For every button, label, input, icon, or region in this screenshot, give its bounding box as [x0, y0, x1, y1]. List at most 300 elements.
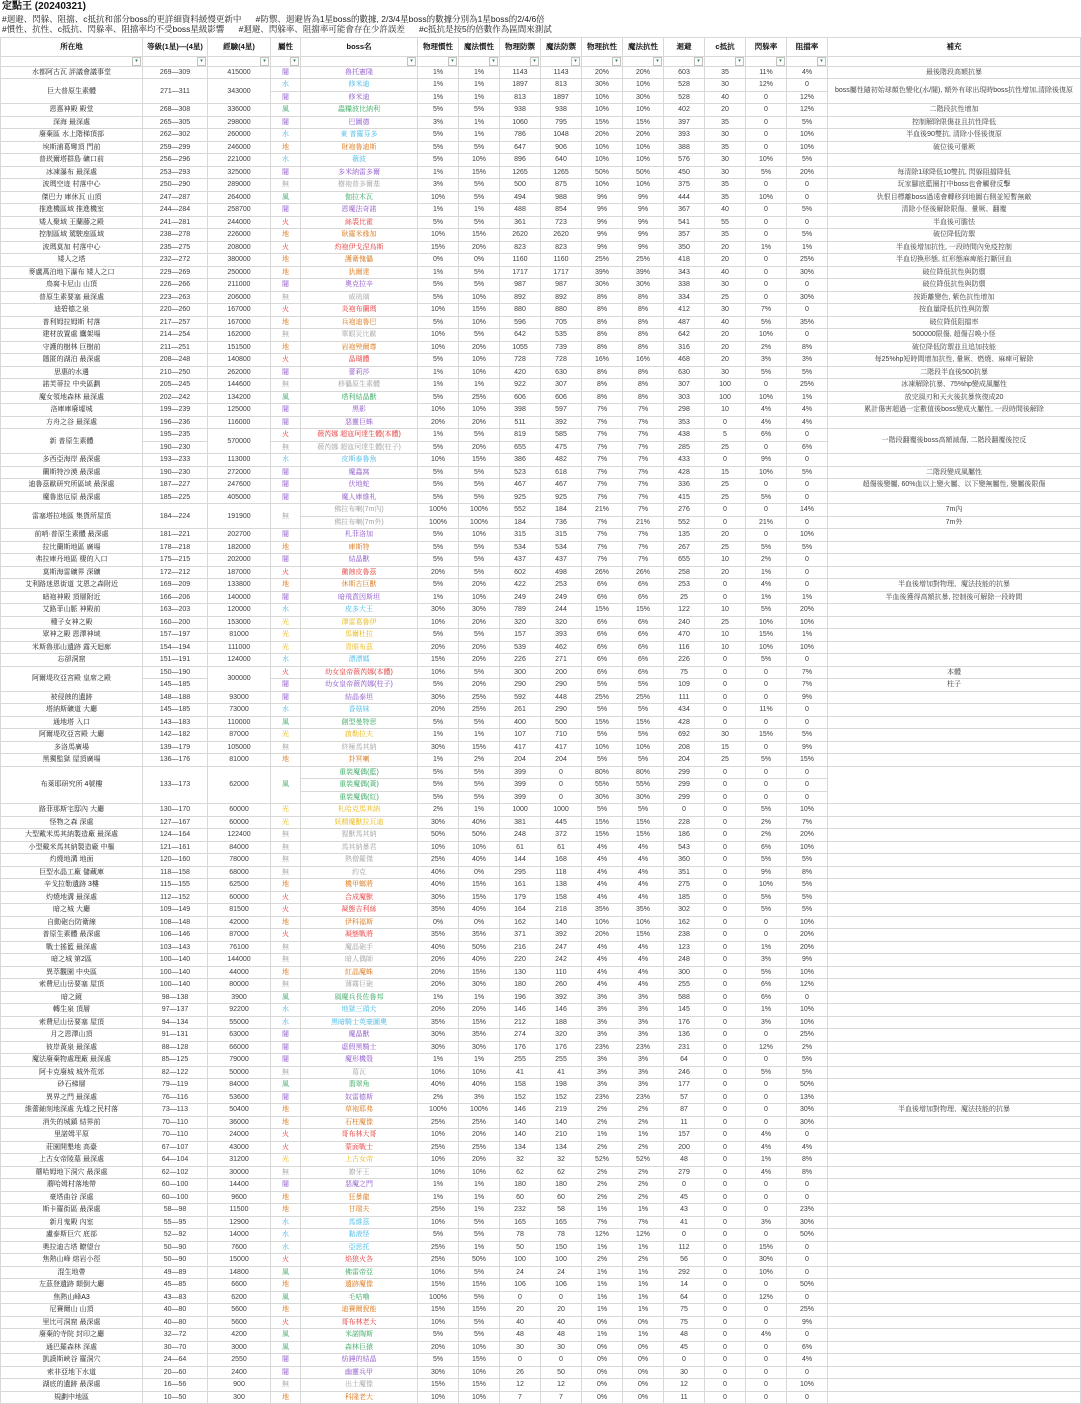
cell-stat-phys-def[interactable]: 371: [500, 929, 541, 942]
cell-location[interactable]: 米斯魯那山遺跡 露天迴廊: [1, 641, 143, 654]
cell-stat-magic-inertia[interactable]: 20%: [459, 1154, 500, 1167]
cell-boss-name[interactable]: 迪賽爾猊能: [301, 1304, 418, 1317]
cell-stat-magic-res[interactable]: 0%: [623, 1316, 664, 1329]
cell-stat-block-rate[interactable]: 0: [787, 1366, 828, 1379]
cell-stat-phys-res[interactable]: 10%: [582, 104, 623, 117]
cell-stat-magic-inertia[interactable]: 5%: [459, 479, 500, 492]
cell-stat-magic-def[interactable]: 0: [541, 791, 582, 804]
cell-stat-magic-inertia[interactable]: 1%: [459, 379, 500, 392]
cell-stat-block-rate[interactable]: 4%: [787, 416, 828, 429]
cell-stat-magic-res[interactable]: 6%: [623, 666, 664, 679]
cell-stat-phys-res[interactable]: 15%: [582, 816, 623, 829]
cell-stat-magic-def[interactable]: 60: [541, 1191, 582, 1204]
cell-stat-phys-res[interactable]: 5%: [582, 804, 623, 817]
cell-stat-magic-def[interactable]: 585: [541, 429, 582, 442]
cell-stat-dodge-rate[interactable]: 0: [746, 104, 787, 117]
cell-exp[interactable]: 202000: [208, 554, 271, 567]
cell-stat-magic-res[interactable]: 9%: [623, 216, 664, 229]
cell-exp[interactable]: 43000: [208, 1141, 271, 1154]
column-header-phys-inertia[interactable]: 物理慣性: [418, 37, 459, 56]
cell-stat-phys-inertia[interactable]: 1%: [418, 591, 459, 604]
cell-stat-magic-res[interactable]: 3%: [623, 1066, 664, 1079]
cell-element[interactable]: 水: [271, 79, 301, 92]
cell-stat-evasion[interactable]: 307: [664, 379, 705, 392]
cell-boss-name[interactable]: 幽靈兵甲: [301, 1366, 418, 1379]
cell-stat-dodge-rate[interactable]: 5%: [746, 366, 787, 379]
cell-stat-c-resist[interactable]: 0: [705, 779, 746, 792]
cell-exp[interactable]: 187000: [208, 566, 271, 579]
cell-exp[interactable]: 2550: [208, 1354, 271, 1367]
cell-location[interactable]: 迪魯茲歐研究所區域 最深處: [1, 479, 143, 492]
cell-stat-magic-res[interactable]: 7%: [623, 554, 664, 567]
cell-stat-block-rate[interactable]: 0: [787, 179, 828, 192]
cell-stat-block-rate[interactable]: 5%: [787, 891, 828, 904]
cell-stat-phys-def[interactable]: 157: [500, 629, 541, 642]
cell-stat-block-rate[interactable]: 1%: [787, 629, 828, 642]
cell-stat-magic-inertia[interactable]: 15%: [459, 454, 500, 467]
cell-stat-dodge-rate[interactable]: 3%: [746, 354, 787, 367]
cell-element[interactable]: 無: [271, 291, 301, 304]
cell-stat-magic-res[interactable]: 6%: [623, 629, 664, 642]
cell-stat-phys-res[interactable]: 7%: [582, 429, 623, 442]
cell-element[interactable]: 地: [271, 254, 301, 267]
cell-stat-magic-res[interactable]: 0%: [623, 1379, 664, 1392]
cell-boss-name[interactable]: 米諾陶斯: [301, 1329, 418, 1342]
cell-stat-phys-res[interactable]: 3%: [582, 1016, 623, 1029]
cell-stat-phys-res[interactable]: 2%: [582, 1191, 623, 1204]
cell-stat-evasion[interactable]: 397: [664, 116, 705, 129]
cell-notes[interactable]: [828, 1129, 1081, 1142]
cell-stat-evasion[interactable]: 541: [664, 216, 705, 229]
cell-location[interactable]: 里諾姆平原: [1, 1129, 143, 1142]
cell-stat-c-resist[interactable]: 10: [705, 404, 746, 417]
cell-stat-magic-def[interactable]: 988: [541, 191, 582, 204]
column-header-magic-inertia[interactable]: 魔法慣性: [459, 37, 500, 56]
cell-level[interactable]: 100—140: [143, 954, 208, 967]
cell-notes[interactable]: 清除小怪後解除限傷、暈厥、翻覆: [828, 204, 1081, 217]
cell-stat-phys-inertia[interactable]: 10%: [418, 1154, 459, 1167]
cell-stat-phys-inertia[interactable]: 5%: [418, 154, 459, 167]
cell-stat-phys-res[interactable]: 7%: [582, 554, 623, 567]
cell-stat-c-resist[interactable]: 30: [705, 729, 746, 742]
cell-stat-magic-inertia[interactable]: 5%: [459, 191, 500, 204]
cell-stat-block-rate[interactable]: 13%: [787, 1091, 828, 1104]
cell-stat-phys-res[interactable]: 23%: [582, 1041, 623, 1054]
cell-location[interactable]: 新月鬼殿 內室: [1, 1216, 143, 1229]
cell-stat-phys-def[interactable]: 500: [500, 179, 541, 192]
cell-stat-phys-res[interactable]: 9%: [582, 216, 623, 229]
cell-stat-phys-inertia[interactable]: 10%: [418, 404, 459, 417]
cell-stat-magic-res[interactable]: 4%: [623, 979, 664, 992]
cell-element[interactable]: 地: [271, 316, 301, 329]
cell-location[interactable]: 魔法廢棄物處理廠 最深處: [1, 1054, 143, 1067]
cell-notes[interactable]: [828, 1341, 1081, 1354]
cell-stat-dodge-rate[interactable]: 4%: [746, 1329, 787, 1342]
cell-boss-name[interactable]: 風魔兵長佐魯邦: [301, 991, 418, 1004]
cell-element[interactable]: 地: [271, 1304, 301, 1317]
cell-stat-dodge-rate[interactable]: 0: [746, 1379, 787, 1392]
cell-element[interactable]: 風: [271, 104, 301, 117]
cell-level[interactable]: 73—113: [143, 1104, 208, 1117]
cell-location[interactable]: 凱謨斯峽谷 羅洞穴: [1, 1354, 143, 1367]
cell-stat-block-rate[interactable]: 8%: [787, 866, 828, 879]
cell-boss-name[interactable]: 庫斯特: [301, 541, 418, 554]
cell-stat-dodge-rate[interactable]: 5%: [746, 754, 787, 767]
cell-stat-phys-def[interactable]: 7: [500, 1391, 541, 1404]
cell-stat-block-rate[interactable]: 5%: [787, 229, 828, 242]
cell-location[interactable]: 轉生泉 頂層: [1, 1004, 143, 1017]
cell-stat-magic-res[interactable]: 1%: [623, 1129, 664, 1142]
cell-stat-magic-def[interactable]: 880: [541, 304, 582, 317]
cell-stat-magic-def[interactable]: 146: [541, 1004, 582, 1017]
cell-boss-name[interactable]: 東 普羅芬多: [301, 129, 418, 142]
cell-boss-name[interactable]: 薇芮娜 超寇珂達生體(柱子): [301, 441, 418, 454]
cell-location[interactable]: 戰士搖籃 最深處: [1, 941, 143, 954]
cell-stat-dodge-rate[interactable]: 6%: [746, 979, 787, 992]
cell-exp[interactable]: 31200: [208, 1154, 271, 1167]
cell-stat-phys-res[interactable]: 30%: [582, 79, 623, 92]
cell-stat-block-rate[interactable]: 0: [787, 716, 828, 729]
cell-boss-name[interactable]: 多米納雷多爾: [301, 166, 418, 179]
cell-stat-evasion[interactable]: 603: [664, 66, 705, 79]
cell-stat-dodge-rate[interactable]: 0: [746, 179, 787, 192]
cell-exp[interactable]: 81000: [208, 754, 271, 767]
cell-stat-phys-inertia[interactable]: 20%: [418, 704, 459, 717]
cell-stat-phys-inertia[interactable]: 30%: [418, 1041, 459, 1054]
cell-stat-magic-res[interactable]: 8%: [623, 391, 664, 404]
cell-stat-magic-res[interactable]: 3%: [623, 1079, 664, 1092]
cell-exp[interactable]: 5600: [208, 1304, 271, 1317]
cell-stat-evasion[interactable]: 45: [664, 1341, 705, 1354]
filter-dropdown-icon[interactable]: ▾: [260, 57, 269, 66]
cell-stat-magic-inertia[interactable]: 10%: [459, 316, 500, 329]
cell-stat-phys-res[interactable]: 25%: [582, 254, 623, 267]
cell-stat-magic-inertia[interactable]: 10%: [459, 591, 500, 604]
cell-stat-magic-inertia[interactable]: 30%: [459, 979, 500, 992]
cell-level[interactable]: 163—203: [143, 604, 208, 617]
cell-notes[interactable]: [828, 954, 1081, 967]
cell-boss-name[interactable]: 伊科福斯: [301, 916, 418, 929]
cell-stat-magic-res[interactable]: 15%: [623, 716, 664, 729]
cell-stat-evasion[interactable]: 655: [664, 554, 705, 567]
cell-stat-magic-res[interactable]: 5%: [623, 729, 664, 742]
cell-stat-phys-def[interactable]: 50: [500, 1241, 541, 1254]
cell-stat-c-resist[interactable]: 0: [705, 841, 746, 854]
cell-exp[interactable]: 63000: [208, 1029, 271, 1042]
cell-stat-c-resist[interactable]: 0: [705, 1054, 746, 1067]
cell-boss-name[interactable]: 科隆老大: [301, 1391, 418, 1404]
cell-stat-c-resist[interactable]: 0: [705, 454, 746, 467]
cell-stat-magic-def[interactable]: 1000: [541, 804, 582, 817]
cell-element[interactable]: 無: [271, 379, 301, 392]
cell-stat-phys-inertia[interactable]: 10%: [418, 616, 459, 629]
cell-stat-dodge-rate[interactable]: 1%: [746, 591, 787, 604]
cell-stat-block-rate[interactable]: 0: [787, 1391, 828, 1404]
cell-stat-phys-def[interactable]: 523: [500, 466, 541, 479]
cell-boss-name[interactable]: 馬爾杜拉: [301, 629, 418, 642]
cell-stat-phys-def[interactable]: 62: [500, 1166, 541, 1179]
cell-location[interactable]: 焦熱山峰A3: [1, 1291, 143, 1304]
cell-boss-name[interactable]: 猩獸馬其納: [301, 829, 418, 842]
cell-exp[interactable]: 122400: [208, 829, 271, 842]
cell-stat-magic-res[interactable]: 7%: [623, 1216, 664, 1229]
cell-stat-c-resist[interactable]: 35: [705, 141, 746, 154]
cell-stat-block-rate[interactable]: 0: [787, 1241, 828, 1254]
cell-stat-evasion[interactable]: 246: [664, 1066, 705, 1079]
cell-element[interactable]: 火: [271, 566, 301, 579]
cell-stat-block-rate[interactable]: 1%: [787, 391, 828, 404]
cell-stat-evasion[interactable]: 353: [664, 416, 705, 429]
cell-stat-dodge-rate[interactable]: 0: [746, 1341, 787, 1354]
cell-stat-phys-res[interactable]: 10%: [582, 154, 623, 167]
cell-stat-magic-inertia[interactable]: 10%: [459, 366, 500, 379]
cell-stat-block-rate[interactable]: 9%: [787, 741, 828, 754]
cell-exp[interactable]: 30000: [208, 1166, 271, 1179]
cell-stat-phys-def[interactable]: 417: [500, 741, 541, 754]
cell-stat-block-rate[interactable]: 9%: [787, 1316, 828, 1329]
cell-stat-magic-def[interactable]: 597: [541, 404, 582, 417]
cell-location[interactable]: 控制區域 駕駛座區域: [1, 229, 143, 242]
cell-stat-magic-inertia[interactable]: 5%: [459, 666, 500, 679]
cell-stat-dodge-rate[interactable]: 0: [746, 1279, 787, 1292]
cell-stat-block-rate[interactable]: 30%: [787, 1216, 828, 1229]
cell-level[interactable]: 52—92: [143, 1229, 208, 1242]
cell-stat-phys-inertia[interactable]: 5%: [418, 779, 459, 792]
cell-location[interactable]: 暗之城 第2區: [1, 954, 143, 967]
cell-boss-name[interactable]: 塔利結晶獸: [301, 391, 418, 404]
cell-stat-phys-def[interactable]: 226: [500, 654, 541, 667]
cell-stat-c-resist[interactable]: 0: [705, 716, 746, 729]
cell-stat-evasion[interactable]: 41: [664, 1216, 705, 1229]
cell-stat-magic-res[interactable]: 2%: [623, 1141, 664, 1154]
cell-stat-magic-res[interactable]: 6%: [623, 616, 664, 629]
cell-stat-block-rate[interactable]: 0: [787, 191, 828, 204]
cell-boss-name[interactable]: 財袍魯迪斯: [301, 141, 418, 154]
cell-stat-c-resist[interactable]: 10: [705, 629, 746, 642]
cell-notes[interactable]: [828, 1304, 1081, 1317]
cell-stat-block-rate[interactable]: 0: [787, 779, 828, 792]
cell-stat-evasion[interactable]: 576: [664, 154, 705, 167]
cell-stat-phys-def[interactable]: 539: [500, 641, 541, 654]
cell-notes[interactable]: [828, 1266, 1081, 1279]
cell-stat-phys-def[interactable]: 381: [500, 816, 541, 829]
cell-stat-evasion[interactable]: 258: [664, 566, 705, 579]
cell-stat-magic-inertia[interactable]: 25%: [459, 704, 500, 717]
cell-stat-dodge-rate[interactable]: 5%: [746, 904, 787, 917]
cell-stat-block-rate[interactable]: 5%: [787, 154, 828, 167]
cell-stat-magic-inertia[interactable]: 1%: [459, 1204, 500, 1217]
cell-exp[interactable]: 140000: [208, 591, 271, 604]
cell-stat-magic-inertia[interactable]: 15%: [459, 229, 500, 242]
cell-boss-name[interactable]: 出土魔像: [301, 1379, 418, 1392]
cell-stat-magic-inertia[interactable]: 0%: [459, 254, 500, 267]
cell-stat-magic-inertia[interactable]: 1%: [459, 129, 500, 142]
cell-location[interactable]: 尼賽爾山 山頂: [1, 1304, 143, 1317]
cell-stat-magic-res[interactable]: 52%: [623, 1154, 664, 1167]
cell-location[interactable]: 傑巴力 庫休瓦 山頂: [1, 191, 143, 204]
cell-element[interactable]: 火: [271, 904, 301, 917]
cell-stat-magic-def[interactable]: 219: [541, 1104, 582, 1117]
column-header-boss-name[interactable]: boss名: [301, 37, 418, 56]
cell-element[interactable]: 無: [271, 841, 301, 854]
cell-boss-name[interactable]: 兵袍迪魯巴: [301, 316, 418, 329]
cell-stat-magic-inertia[interactable]: 20%: [459, 679, 500, 692]
cell-stat-phys-res[interactable]: 1%: [582, 1129, 623, 1142]
cell-notes[interactable]: [828, 1204, 1081, 1217]
cell-stat-magic-def[interactable]: 140: [541, 916, 582, 929]
cell-stat-magic-def[interactable]: 534: [541, 541, 582, 554]
cell-stat-magic-res[interactable]: 9%: [623, 241, 664, 254]
cell-stat-phys-def[interactable]: 789: [500, 604, 541, 617]
cell-stat-phys-def[interactable]: 1000: [500, 804, 541, 817]
cell-stat-phys-inertia[interactable]: 5%: [418, 1354, 459, 1367]
cell-boss-name[interactable]: 魔蟲窩: [301, 466, 418, 479]
cell-location[interactable]: 蘭斯特沙漠 最深處: [1, 466, 143, 479]
cell-element[interactable]: 闇: [271, 466, 301, 479]
cell-stat-magic-def[interactable]: 723: [541, 216, 582, 229]
cell-boss-name[interactable]: 紅晶魔蛛: [301, 966, 418, 979]
cell-notes[interactable]: [828, 1316, 1081, 1329]
cell-stat-magic-def[interactable]: 168: [541, 854, 582, 867]
cell-notes[interactable]: [828, 1329, 1081, 1342]
cell-stat-c-resist[interactable]: 0: [705, 929, 746, 942]
cell-notes[interactable]: 按距離變色, 紫色抗性增加: [828, 291, 1081, 304]
cell-boss-name[interactable]: 薇波: [301, 154, 418, 167]
cell-stat-magic-def[interactable]: 315: [541, 529, 582, 542]
cell-stat-dodge-rate[interactable]: 15%: [746, 1241, 787, 1254]
cell-boss-name[interactable]: 魔晶獸: [301, 1029, 418, 1042]
cell-stat-magic-def[interactable]: 987: [541, 279, 582, 292]
column-header-magic-res[interactable]: 魔法抗性: [623, 37, 664, 56]
cell-stat-phys-res[interactable]: 10%: [582, 741, 623, 754]
cell-stat-phys-res[interactable]: 5%: [582, 679, 623, 692]
cell-boss-name[interactable]: 惡魔之門: [301, 1179, 418, 1192]
column-header-evasion[interactable]: 迴避: [664, 37, 705, 56]
cell-stat-magic-inertia[interactable]: 5%: [459, 629, 500, 642]
cell-stat-magic-def[interactable]: 40: [541, 1316, 582, 1329]
column-header-dodge-rate[interactable]: 閃躲率: [746, 37, 787, 56]
cell-stat-magic-def[interactable]: 1897: [541, 91, 582, 104]
cell-stat-dodge-rate[interactable]: 0: [746, 741, 787, 754]
cell-stat-c-resist[interactable]: 15: [705, 466, 746, 479]
cell-stat-phys-inertia[interactable]: 10%: [418, 341, 459, 354]
cell-stat-phys-res[interactable]: 1%: [582, 1204, 623, 1217]
cell-exp[interactable]: 162000: [208, 329, 271, 342]
cell-stat-magic-inertia[interactable]: 15%: [459, 1379, 500, 1392]
cell-element[interactable]: 闇: [271, 691, 301, 704]
cell-stat-dodge-rate[interactable]: 3%: [746, 1016, 787, 1029]
cell-stat-dodge-rate[interactable]: 10%: [746, 1266, 787, 1279]
cell-location[interactable]: 異界之門 最深處: [1, 1091, 143, 1104]
cell-stat-phys-inertia[interactable]: 40%: [418, 941, 459, 954]
cell-stat-evasion[interactable]: 87: [664, 1104, 705, 1117]
cell-stat-c-resist[interactable]: 0: [705, 504, 746, 517]
cell-level[interactable]: 24—64: [143, 1354, 208, 1367]
cell-notes[interactable]: [828, 1054, 1081, 1067]
cell-boss-name[interactable]: 惡靈巨蛛: [301, 416, 418, 429]
cell-stat-phys-def[interactable]: 880: [500, 304, 541, 317]
cell-stat-c-resist[interactable]: 0: [705, 1041, 746, 1054]
cell-notes[interactable]: [828, 1016, 1081, 1029]
cell-stat-block-rate[interactable]: 1%: [787, 591, 828, 604]
cell-location[interactable]: 廢棄區 水上階梯頂部: [1, 129, 143, 142]
cell-element[interactable]: 風: [271, 1341, 301, 1354]
cell-stat-c-resist[interactable]: 40: [705, 266, 746, 279]
cell-stat-magic-inertia[interactable]: 5%: [459, 1329, 500, 1342]
cell-boss-name[interactable]: 魯托憲隆: [301, 66, 418, 79]
cell-notes[interactable]: [828, 904, 1081, 917]
cell-stat-phys-inertia[interactable]: 1%: [418, 1191, 459, 1204]
cell-notes[interactable]: [828, 1279, 1081, 1292]
cell-stat-magic-res[interactable]: 4%: [623, 941, 664, 954]
cell-exp[interactable]: 144000: [208, 954, 271, 967]
cell-element[interactable]: 闇: [271, 554, 301, 567]
cell-exp[interactable]: 62500: [208, 879, 271, 892]
cell-stat-dodge-rate[interactable]: 0: [746, 141, 787, 154]
cell-stat-magic-def[interactable]: 58: [541, 1204, 582, 1217]
cell-stat-magic-res[interactable]: 8%: [623, 291, 664, 304]
cell-stat-dodge-rate[interactable]: 2%: [746, 341, 787, 354]
cell-stat-c-resist[interactable]: 0: [705, 1229, 746, 1242]
cell-stat-magic-def[interactable]: 475: [541, 441, 582, 454]
cell-element[interactable]: 水: [271, 1004, 301, 1017]
cell-stat-magic-def[interactable]: 176: [541, 1041, 582, 1054]
cell-stat-phys-res[interactable]: 12%: [582, 1229, 623, 1242]
cell-boss-name[interactable]: 修米迪: [301, 79, 418, 92]
cell-stat-c-resist[interactable]: 0: [705, 416, 746, 429]
cell-stat-dodge-rate[interactable]: 0: [746, 929, 787, 942]
cell-stat-evasion[interactable]: 275: [664, 879, 705, 892]
cell-stat-c-resist[interactable]: 0: [705, 1316, 746, 1329]
cell-stat-evasion[interactable]: 692: [664, 729, 705, 742]
cell-element[interactable]: 闇: [271, 1029, 301, 1042]
cell-stat-phys-inertia[interactable]: 20%: [418, 1341, 459, 1354]
cell-location[interactable]: 普崁爾塔群島 礦口前: [1, 154, 143, 167]
cell-level[interactable]: 185—225: [143, 491, 208, 504]
cell-stat-phys-inertia[interactable]: 20%: [418, 1004, 459, 1017]
cell-location[interactable]: 通地塔 入口: [1, 716, 143, 729]
cell-stat-dodge-rate[interactable]: 0: [746, 1229, 787, 1242]
cell-boss-name[interactable]: 馬其納暴君: [301, 841, 418, 854]
cell-notes[interactable]: [828, 1091, 1081, 1104]
cell-stat-dodge-rate[interactable]: 0: [746, 529, 787, 542]
cell-element[interactable]: 火: [271, 666, 301, 679]
cell-stat-magic-inertia[interactable]: 1%: [459, 91, 500, 104]
cell-stat-dodge-rate[interactable]: 0: [746, 204, 787, 217]
cell-stat-dodge-rate[interactable]: 5%: [746, 1066, 787, 1079]
cell-element[interactable]: 火: [271, 354, 301, 367]
cell-stat-c-resist[interactable]: 0: [705, 941, 746, 954]
cell-element[interactable]: 闇: [271, 591, 301, 604]
cell-stat-magic-inertia[interactable]: 1%: [459, 66, 500, 79]
cell-element[interactable]: 無: [271, 866, 301, 879]
cell-notes[interactable]: [828, 554, 1081, 567]
cell-stat-magic-res[interactable]: 7%: [623, 404, 664, 417]
cell-stat-phys-res[interactable]: 1%: [582, 1279, 623, 1292]
cell-stat-phys-res[interactable]: 10%: [582, 916, 623, 929]
cell-stat-magic-res[interactable]: 10%: [623, 141, 664, 154]
cell-stat-block-rate[interactable]: 6%: [787, 441, 828, 454]
cell-stat-c-resist[interactable]: 0: [705, 1029, 746, 1042]
cell-stat-block-rate[interactable]: 4%: [787, 1354, 828, 1367]
cell-level[interactable]: 190—230: [143, 441, 208, 454]
cell-stat-phys-def[interactable]: 134: [500, 1141, 541, 1154]
cell-notes[interactable]: [828, 1229, 1081, 1242]
cell-stat-phys-def[interactable]: 813: [500, 91, 541, 104]
cell-boss-name[interactable]: 佛雷帝亞: [301, 1266, 418, 1279]
cell-stat-magic-inertia[interactable]: 40%: [459, 1079, 500, 1092]
cell-stat-phys-res[interactable]: 3%: [582, 1066, 623, 1079]
